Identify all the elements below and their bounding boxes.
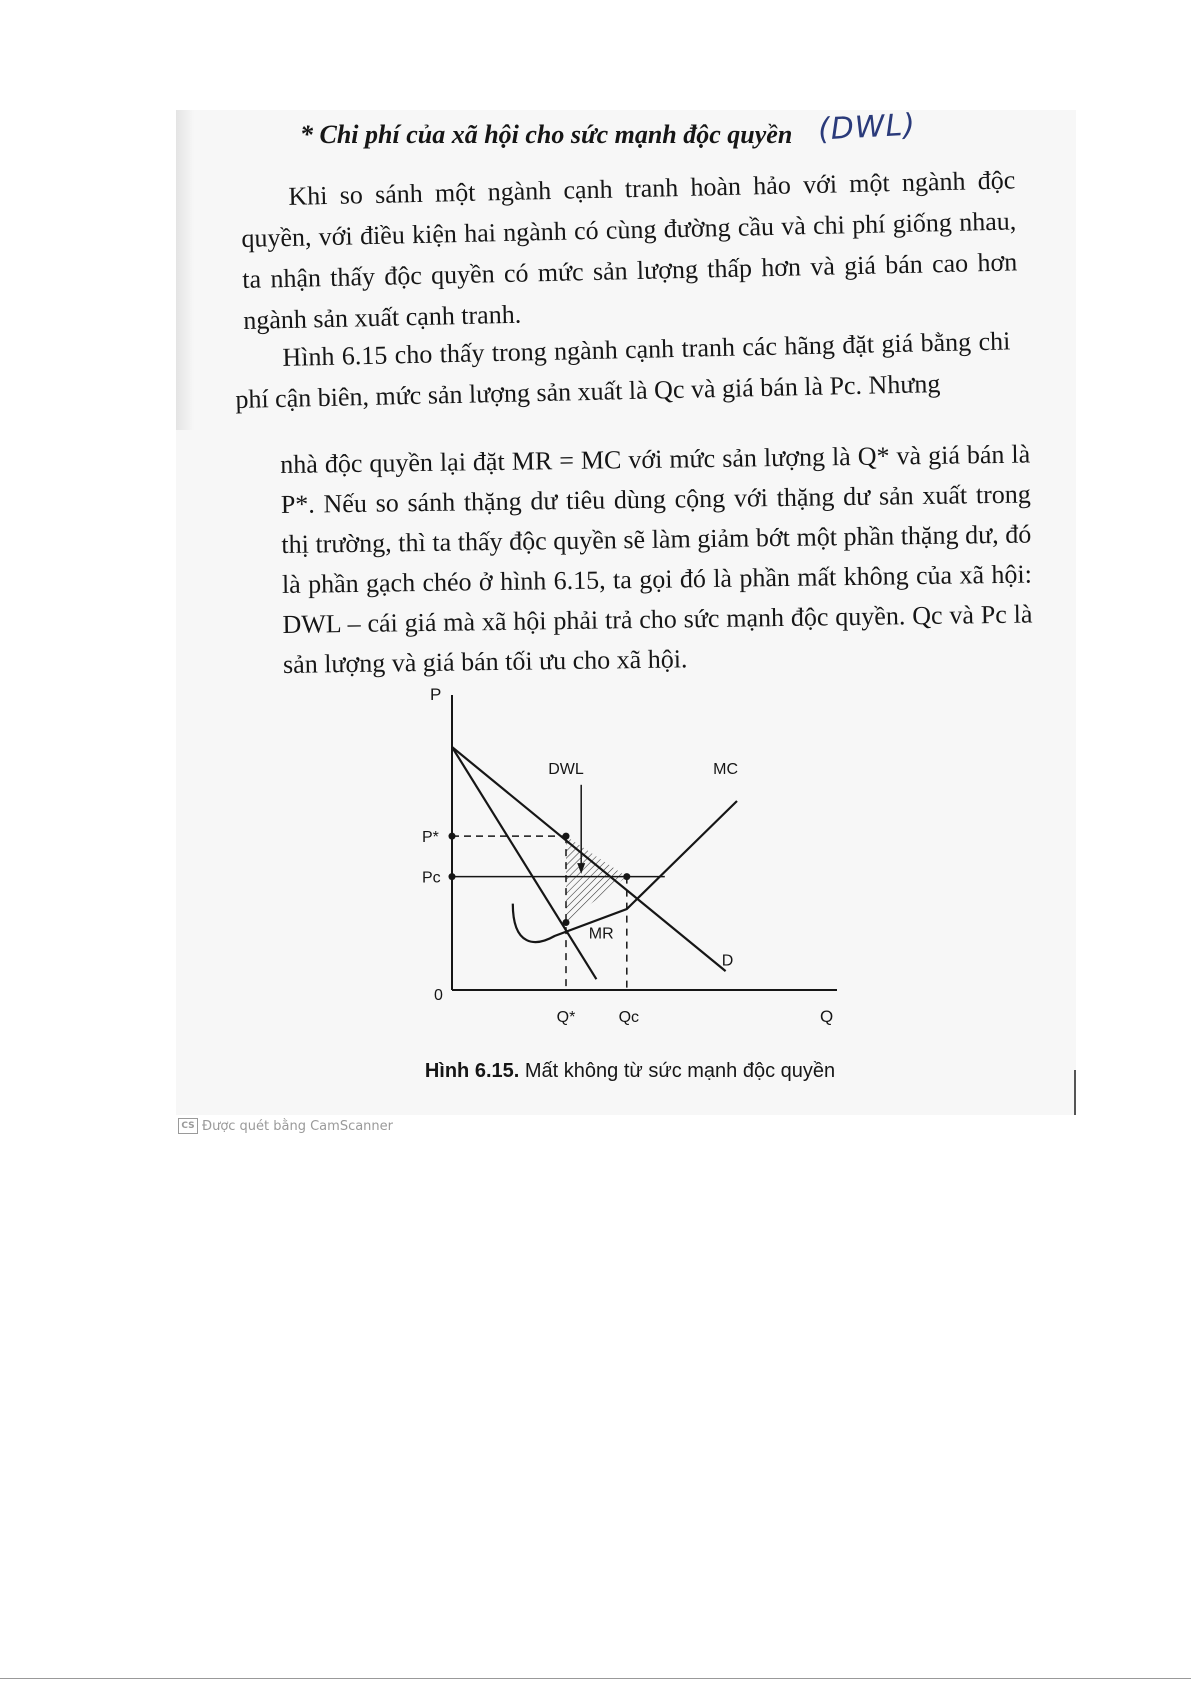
x-axis-label: Q (820, 1007, 834, 1026)
scan-shadow (176, 110, 194, 430)
watermark-text: Được quét bằng CamScanner (202, 1118, 394, 1134)
origin-label: 0 (434, 987, 443, 1004)
curve-mc (513, 801, 737, 942)
paragraph-3: nhà độc quyền lại đặt MR = MC với mức sản lượng là Q* và giá bán là P*. Nếu so sánh thặng dư tiêu dùng cộng với thặng dư sản xuất trong thị trường, thì ta thấy độc quyền sẽ làm giảm bớt một phần thặng dư, đó là phần gạch chéo ở hình 6.15, ta gọi đó là phần mất không của xã hội: DWL – cái giá mà xã hội phải trả cho sức mạnh độc quyền. Qc và Pc là sản lượng và giá bán tối ưu cho xã hội. (280, 439, 1033, 679)
camscanner-logo: CS (178, 1118, 198, 1134)
key-point-4 (563, 919, 570, 926)
tick-label-qstar: Q* (556, 1009, 576, 1026)
key-point-2 (449, 873, 456, 880)
tick-label-qc: Qc (618, 1009, 640, 1026)
figure-caption (310, 1060, 950, 1083)
page-bottom-rule (0, 1678, 1191, 1679)
annotation-mc: MC (713, 761, 739, 778)
monopoly-dwl-chart (422, 685, 870, 1030)
key-point-3 (563, 833, 570, 840)
annotation-dwl: DWL (548, 761, 584, 778)
caption-label: Hình 6.15. (424, 1060, 520, 1082)
annotation-d: D (721, 952, 734, 970)
scan-edge (1074, 1070, 1076, 1115)
camscanner-watermark (178, 1118, 393, 1134)
key-point-1 (449, 833, 456, 840)
tick-label-pc: Pc (422, 869, 441, 887)
section-heading: * Chi phí của xã hội cho sức mạnh độc quyền (300, 120, 793, 149)
annotation-mr: MR (588, 925, 614, 943)
paragraph-2: Hình 6.15 cho thấy trong ngành cạnh tranh các hãng đặt giá bằng chi phí cận biên, mức sản lượng sản xuất là Qc và giá bán là Pc. Nhưng (235, 326, 1011, 414)
handwritten-note: (DWL) (817, 107, 917, 148)
y-axis-label: P (430, 685, 442, 704)
tick-label-pstar: P* (422, 829, 439, 847)
key-point-5 (623, 873, 630, 880)
caption-text: Mất không từ sức mạnh độc quyền (524, 1060, 836, 1082)
paragraph-1: Khi so sánh một ngành cạnh tranh hoàn hảo với một ngành độc quyền, với điều kiện hai ngành có cùng đường cầu và chi phí giống nhau, ta nhận thấy độc quyền có mức sản lượng thấp hơn và giá bán cao hơn ngành sản xuất cạnh tranh. (241, 165, 1018, 335)
chart-svg (422, 685, 870, 1030)
